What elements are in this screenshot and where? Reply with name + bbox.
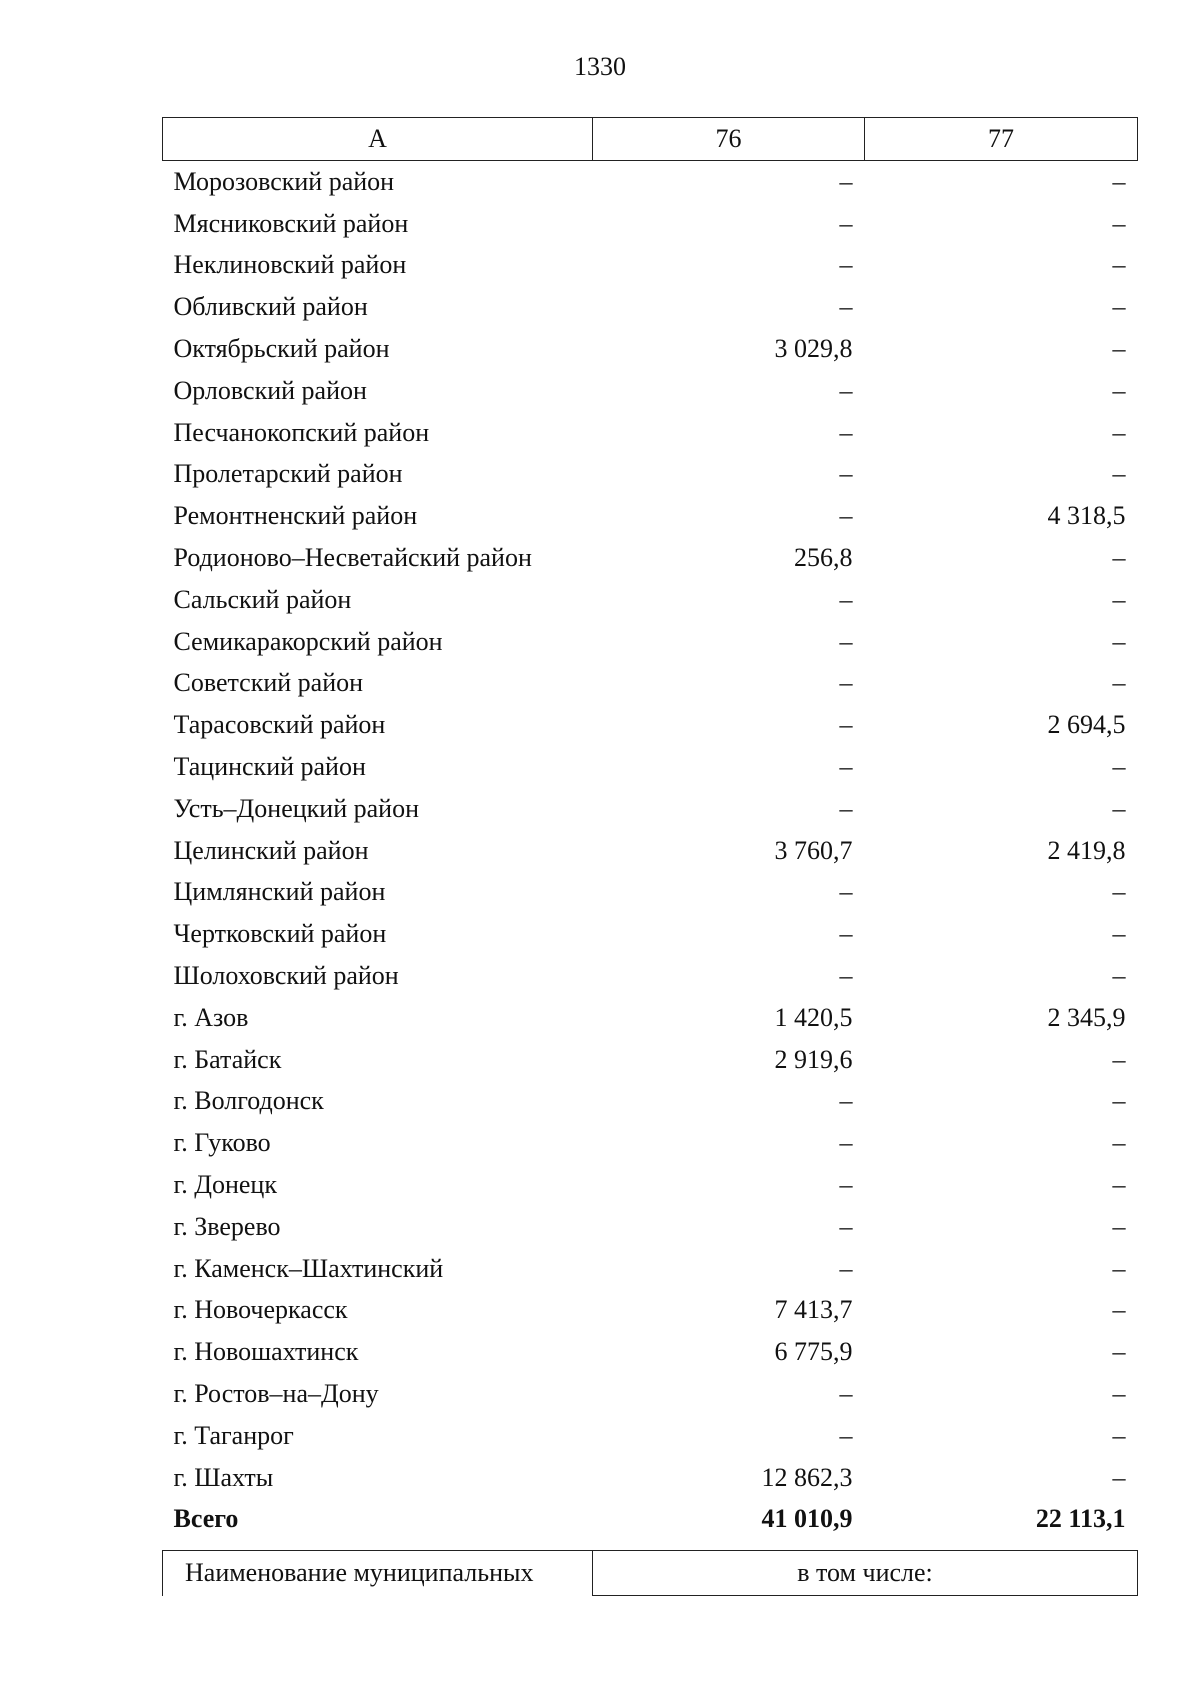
row-value-76: – [839,1420,853,1450]
row-value-76: – [839,166,853,196]
row-value-76: – [839,501,853,531]
row-value-77: – [1112,919,1126,949]
row-value-76: – [839,1379,853,1408]
row-value-76: – [839,1253,853,1283]
row-value-76: – [839,459,853,489]
row-value-77: – [1112,584,1126,614]
row-value-76: – [839,250,853,280]
row-name: Целинский район [173,835,369,865]
row-name: г. Батайск [173,1044,282,1074]
row-value-76: 6 775,9 [774,1337,853,1367]
row-name: г. Шахты [173,1462,274,1492]
row-name: Родионово–Несветайский район [173,543,532,573]
row-value-76: – [839,626,853,656]
table-row [163,830,1138,872]
row-value-77: – [1112,961,1126,991]
table-row [163,1081,1138,1123]
row-value-76: – [839,292,853,322]
municipal-name-header: Наименование муниципальных [163,1551,593,1596]
row-name: Тарасовский район [173,710,386,740]
row-value-77: – [1112,334,1126,364]
table-row [163,746,1138,788]
table-row [163,997,1138,1039]
row-name: г. Гуково [173,1128,271,1158]
row-value-77: – [1112,1295,1126,1325]
row-name: г. Новошахтинск [173,1337,359,1367]
table-row [163,161,1138,203]
table-row [163,1331,1138,1373]
row-name: Тацинский район [173,752,366,782]
table-row [163,1248,1138,1290]
row-value-77: – [1112,166,1126,196]
row-value-77: – [1112,292,1126,322]
row-value-77: 2 694,5 [1047,710,1126,740]
row-name: Сальский район [173,584,352,614]
table-row [163,1122,1138,1164]
row-value-77: – [1112,793,1126,823]
row-value-77: – [1112,1379,1126,1408]
row-value-76: – [839,208,853,238]
row-name: Семикаракорский район [173,626,443,656]
row-value-77: – [1112,250,1126,280]
row-value-76: 7 413,7 [774,1295,853,1325]
row-value-76: – [839,710,853,740]
row-value-76: – [839,919,853,949]
row-name: г. Донецк [173,1170,277,1200]
row-value-77: 2 345,9 [1047,1002,1126,1032]
row-value-76: 256,8 [794,543,853,573]
table-row [163,1039,1138,1081]
row-name: г. Новочеркасск [173,1295,348,1325]
row-name: Морозовский район [173,166,395,196]
table-row [163,495,1138,537]
table-row [163,913,1138,955]
row-value-77: – [1112,375,1126,405]
row-value-77: – [1112,417,1126,447]
row-value-77: – [1112,1170,1126,1200]
table-row [163,1206,1138,1248]
row-value-77: 4 318,5 [1047,501,1126,531]
table-row [163,1457,1138,1499]
row-value-76: – [839,1086,853,1116]
row-name: Цимлянский район [173,877,386,907]
row-value-77: 2 419,8 [1047,835,1126,865]
row-value-76: – [839,375,853,405]
row-name: Неклиновский район [173,250,407,280]
row-name: Мясниковский район [173,208,409,238]
header-col-a: А [163,118,593,161]
row-name: Пролетарский район [173,459,403,489]
row-value-76: – [839,877,853,907]
table-row [163,872,1138,914]
table-row [163,286,1138,328]
table-row [163,579,1138,621]
continuation-header-row [163,1551,1138,1596]
row-name: г. Азов [173,1002,249,1032]
row-value-77: – [1112,1420,1126,1450]
continuation-header [162,1550,1138,1596]
row-value-77: – [1112,1337,1126,1367]
table-body [163,161,1138,1541]
table-header [163,118,1138,161]
page-number: 1330 [574,52,626,81]
table-row [163,1373,1138,1415]
row-value-77: – [1112,752,1126,782]
row-value-77: – [1112,1086,1126,1116]
row-value-76: 3 760,7 [774,835,853,865]
row-name: г. Таганрог [173,1420,294,1450]
table-row [163,245,1138,287]
row-name: Октябрьский район [173,334,390,364]
table-row [163,328,1138,370]
row-value-77: – [1112,1211,1126,1241]
row-name: Шолоховский район [173,961,399,991]
row-value-76: – [839,752,853,782]
header-col-77: 77 [865,118,1138,161]
row-name: Усть–Донецкий район [173,793,419,823]
row-name: Советский район [173,668,364,698]
total-value-77: 22 113,1 [1035,1504,1126,1534]
table-row [163,788,1138,830]
row-value-76: 1 420,5 [774,1002,853,1032]
row-value-77: – [1112,1253,1126,1283]
row-value-76: 2 919,6 [774,1044,853,1074]
row-value-76: – [839,1128,853,1158]
table-row [163,955,1138,997]
table-row [163,621,1138,663]
row-value-77: – [1112,626,1126,656]
row-value-77: – [1112,877,1126,907]
table-row [163,454,1138,496]
row-value-76: – [839,793,853,823]
row-value-76: – [839,417,853,447]
header-row [163,118,1138,161]
table-row [163,1415,1138,1457]
row-value-77: – [1112,1128,1126,1158]
row-value-76: – [839,961,853,991]
row-name: Обливский район [173,292,368,322]
header-col-76: 76 [593,118,865,161]
row-value-77: – [1112,1462,1126,1492]
table-row [163,663,1138,705]
row-name: г. Волгодонск [173,1086,324,1116]
total-row [163,1499,1138,1541]
row-value-76: 12 862,3 [761,1462,853,1492]
table-row [163,537,1138,579]
table-row [163,704,1138,746]
row-value-76: – [839,1170,853,1200]
row-value-77: – [1112,459,1126,489]
row-name: г. Зверево [173,1211,281,1241]
row-name: г. Каменск–Шахтинский [173,1253,444,1283]
row-value-77: – [1112,208,1126,238]
row-name: Ремонтненский район [173,501,418,531]
table-row [163,203,1138,245]
table-row [163,412,1138,454]
row-value-77: – [1112,543,1126,573]
row-value-77: – [1112,668,1126,698]
table-row [163,1290,1138,1332]
data-table [162,117,1138,1540]
row-value-76: – [839,1211,853,1241]
table-row [163,370,1138,412]
row-value-76: – [839,668,853,698]
row-value-77: – [1112,1044,1126,1074]
total-label: Всего [173,1504,239,1534]
row-value-76: 3 029,8 [774,334,853,364]
row-name: Чертковский район [173,919,387,949]
row-value-76: – [839,584,853,614]
row-name: Песчанокопский район [173,417,430,447]
total-value-76: 41 010,9 [761,1504,853,1534]
table-row [163,1164,1138,1206]
including-header: в том числе: [593,1551,1138,1596]
row-name: Орловский район [173,375,367,405]
row-name: г. Ростов–на–Дону [173,1379,379,1408]
